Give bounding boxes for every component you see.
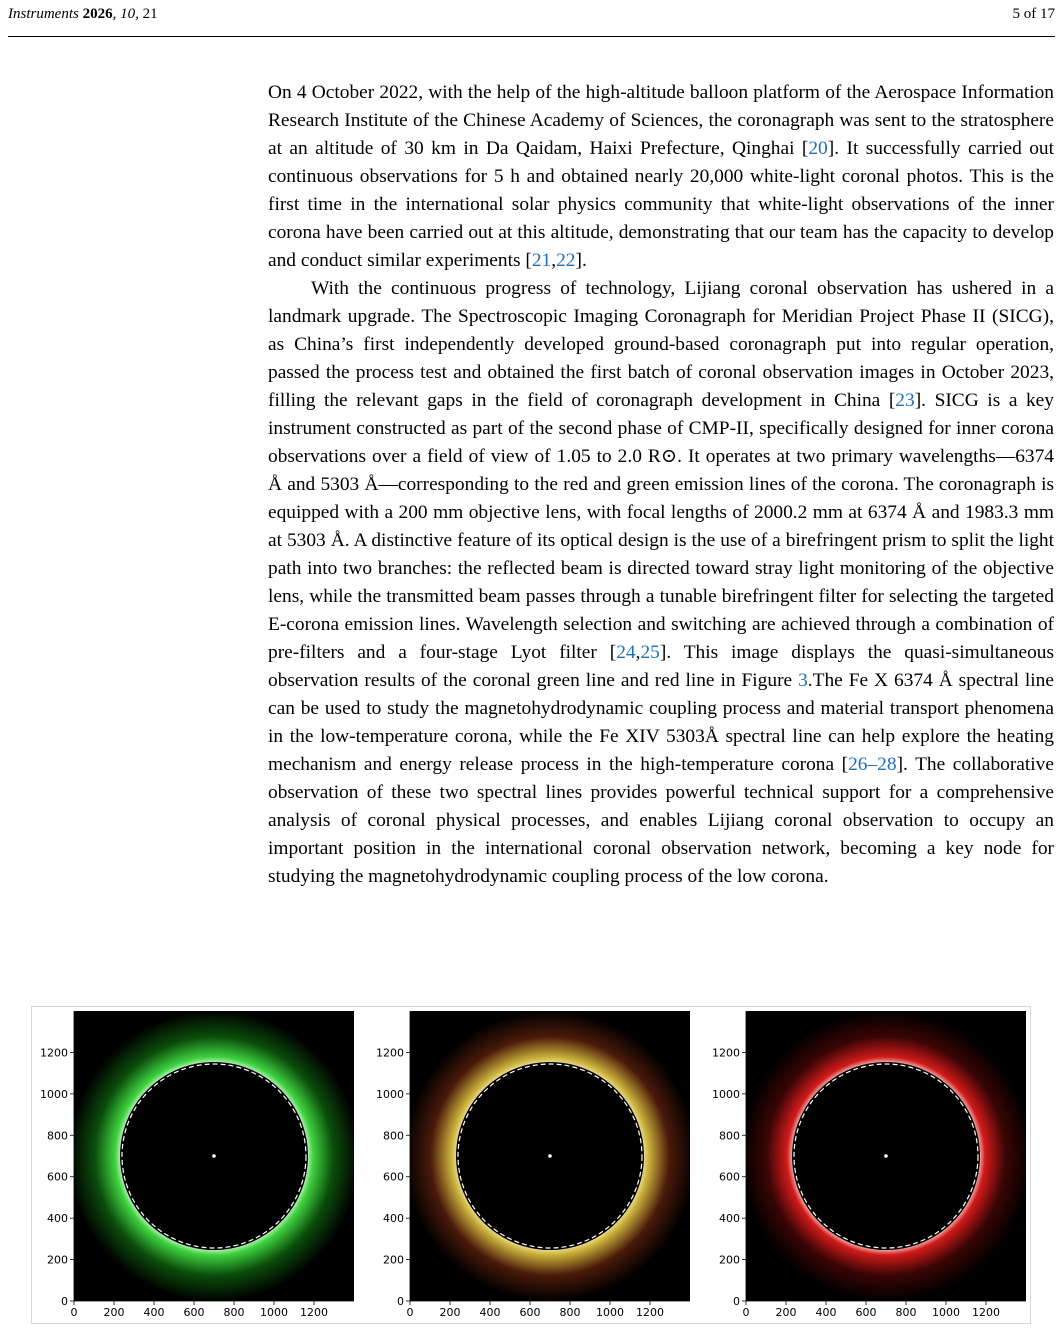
y-tick-label: 1000 [712,1087,740,1101]
y-tick-label: 800 [47,1129,68,1143]
x-tick-label: 1200 [300,1306,328,1319]
text-run: , [635,642,641,663]
y-tick-label: 0 [61,1295,68,1308]
citation-link[interactable]: 3 [798,670,808,691]
x-tick-label: 200 [775,1306,797,1319]
y-tick-label: 1000 [40,1087,68,1101]
x-tick-label: 1000 [260,1306,288,1319]
composite-panel [368,1011,698,1321]
y-tick-label: 800 [719,1129,740,1143]
text-run: ]. [575,250,587,271]
sun-center-marker [548,1154,552,1158]
y-tick-label: 200 [47,1253,68,1267]
page-number: 5 of 17 [1012,6,1055,22]
y-tick-label: 0 [397,1295,404,1308]
text-run: ]. SICG is a key instrument constructed as part of the second phase of CMP-II, specifically designed for inner corona observations over a field of view of 1.05 to 2.0 R⊙. It operates at two primary wavelengths—6374 Å and 5303 Å—corresponding to the red and green emission lines of the corona. The coronagraph is equipped with a 200 mm objective lens, with focal lengths of 2000.2 mm at 6374 Å and 1983.3 mm at 5303 Å. A distinctive feature of its optical design is the use of a birefringent prism to split the light path into two branches: the reflected beam is directed toward stray light monitoring of the objective lens, while the transmitted beam passes through a tunable birefringent filter for selecting the targeted E-corona emission lines. Wavelength selection and switching are achieved through a combination of pre-filters and a four-stage Lyot filter [ [268,390,1054,663]
y-tick-label: 400 [719,1212,740,1226]
y-tick-label: 600 [383,1170,404,1184]
sun-center-marker [884,1154,888,1158]
x-tick-label: 800 [223,1306,245,1319]
y-tick-label: 1000 [376,1087,404,1101]
y-tick-label: 1200 [376,1046,404,1060]
text-run: ]. It successfully carried out continuous observations for 5 h and obtained nearly 20,000 white-light coronal photos. This is the first time in the international solar physics community that white-light observations of the inner corona have been carried out at this altitude, demonstrating that our team has the capacity to develop and conduct similar experiments [ [268,138,1054,271]
x-tick-label: 800 [895,1306,917,1319]
x-tick-label: 600 [855,1306,877,1319]
body-text [268,79,1054,891]
x-tick-label: 1000 [932,1306,960,1319]
green-line-panel [32,1011,362,1321]
citation-link[interactable]: 22 [556,250,576,271]
x-tick-label: 800 [559,1306,581,1319]
sun-center-marker [212,1154,216,1158]
x-tick-label: 600 [519,1306,541,1319]
text-run: On 4 October 2022, with the help of the high-altitude balloon platform of the Aerospace Information Research Institute of the Chinese Academy of Sciences, the coronagraph was sent to the stratosphere at an altitude of 30 km in Da Qaidam, Haixi Prefecture, Qinghai [ [268,82,1054,159]
y-tick-label: 800 [383,1129,404,1143]
x-tick-label: 1000 [596,1306,624,1319]
page-header [8,4,1055,36]
y-tick-label: 600 [719,1170,740,1184]
y-tick-label: 200 [719,1253,740,1267]
x-tick-label: 1200 [636,1306,664,1319]
figure-3 [31,1006,1031,1324]
y-tick-label: 600 [47,1170,68,1184]
text-run: ]. The collaborative observation of these two spectral lines provides powerful technical support for a comprehensive analysis of coronal physical processes, and enables Lijiang coronal observation to occupy an important position in the international coronal observation network, becoming a key node for studying the magnetohydrodynamic coupling process of the low corona. [268,754,1054,887]
x-tick-label: 0 [406,1306,414,1319]
paragraph-2 [268,275,1054,891]
citation-link[interactable]: 26–28 [848,754,897,775]
y-tick-label: 400 [383,1212,404,1226]
x-tick-label: 400 [815,1306,837,1319]
x-tick-label: 1200 [972,1306,1000,1319]
text-run: With the continuous progress of technology, Lijiang coronal observation has ushered in a landmark upgrade. The Spectroscopic Imaging Coronagraph for Meridian Project Phase II (SICG), as China’s first independently developed ground-based coronagraph put into regular operation, passed the process test and obtained the first batch of coronal observation images in October 2023, filling the relevant gaps in the field of coronagraph development in China [ [268,278,1054,411]
citation-link[interactable]: 25 [640,642,660,663]
text-run: ]. This image displays the quasi-simultaneous observation results of the coronal green line and red line in Figure [268,642,1055,691]
x-tick-label: 400 [143,1306,165,1319]
x-tick-label: 200 [439,1306,461,1319]
y-tick-label: 200 [383,1253,404,1267]
text-run: .The Fe X 6374 Å spectral line can be used to study the magnetohydrodynamic coupling process and material transport phenomena in the low-temperature corona, while the Fe XIV 5303Å spectral line can help explore the heating mechanism and energy release process in the high-temperature corona [ [268,670,1054,775]
y-tick-label: 0 [733,1295,740,1308]
x-tick-label: 600 [183,1306,205,1319]
red-line-panel [704,1011,1034,1321]
journal-citation: Instruments 2026, 10, 21 [8,6,158,22]
text-run: , [551,250,557,271]
x-tick-label: 0 [742,1306,750,1319]
x-tick-label: 400 [479,1306,501,1319]
y-tick-label: 1200 [40,1046,68,1060]
y-tick-label: 400 [47,1212,68,1226]
y-tick-label: 1200 [712,1046,740,1060]
paragraph-1 [268,79,1054,275]
header-rule [8,36,1055,37]
citation-link[interactable]: 24 [616,642,636,663]
citation-link[interactable]: 20 [808,138,828,159]
x-tick-label: 0 [70,1306,78,1319]
citation-link[interactable]: 23 [895,390,915,411]
x-tick-label: 200 [103,1306,125,1319]
citation-link[interactable]: 21 [531,250,552,271]
